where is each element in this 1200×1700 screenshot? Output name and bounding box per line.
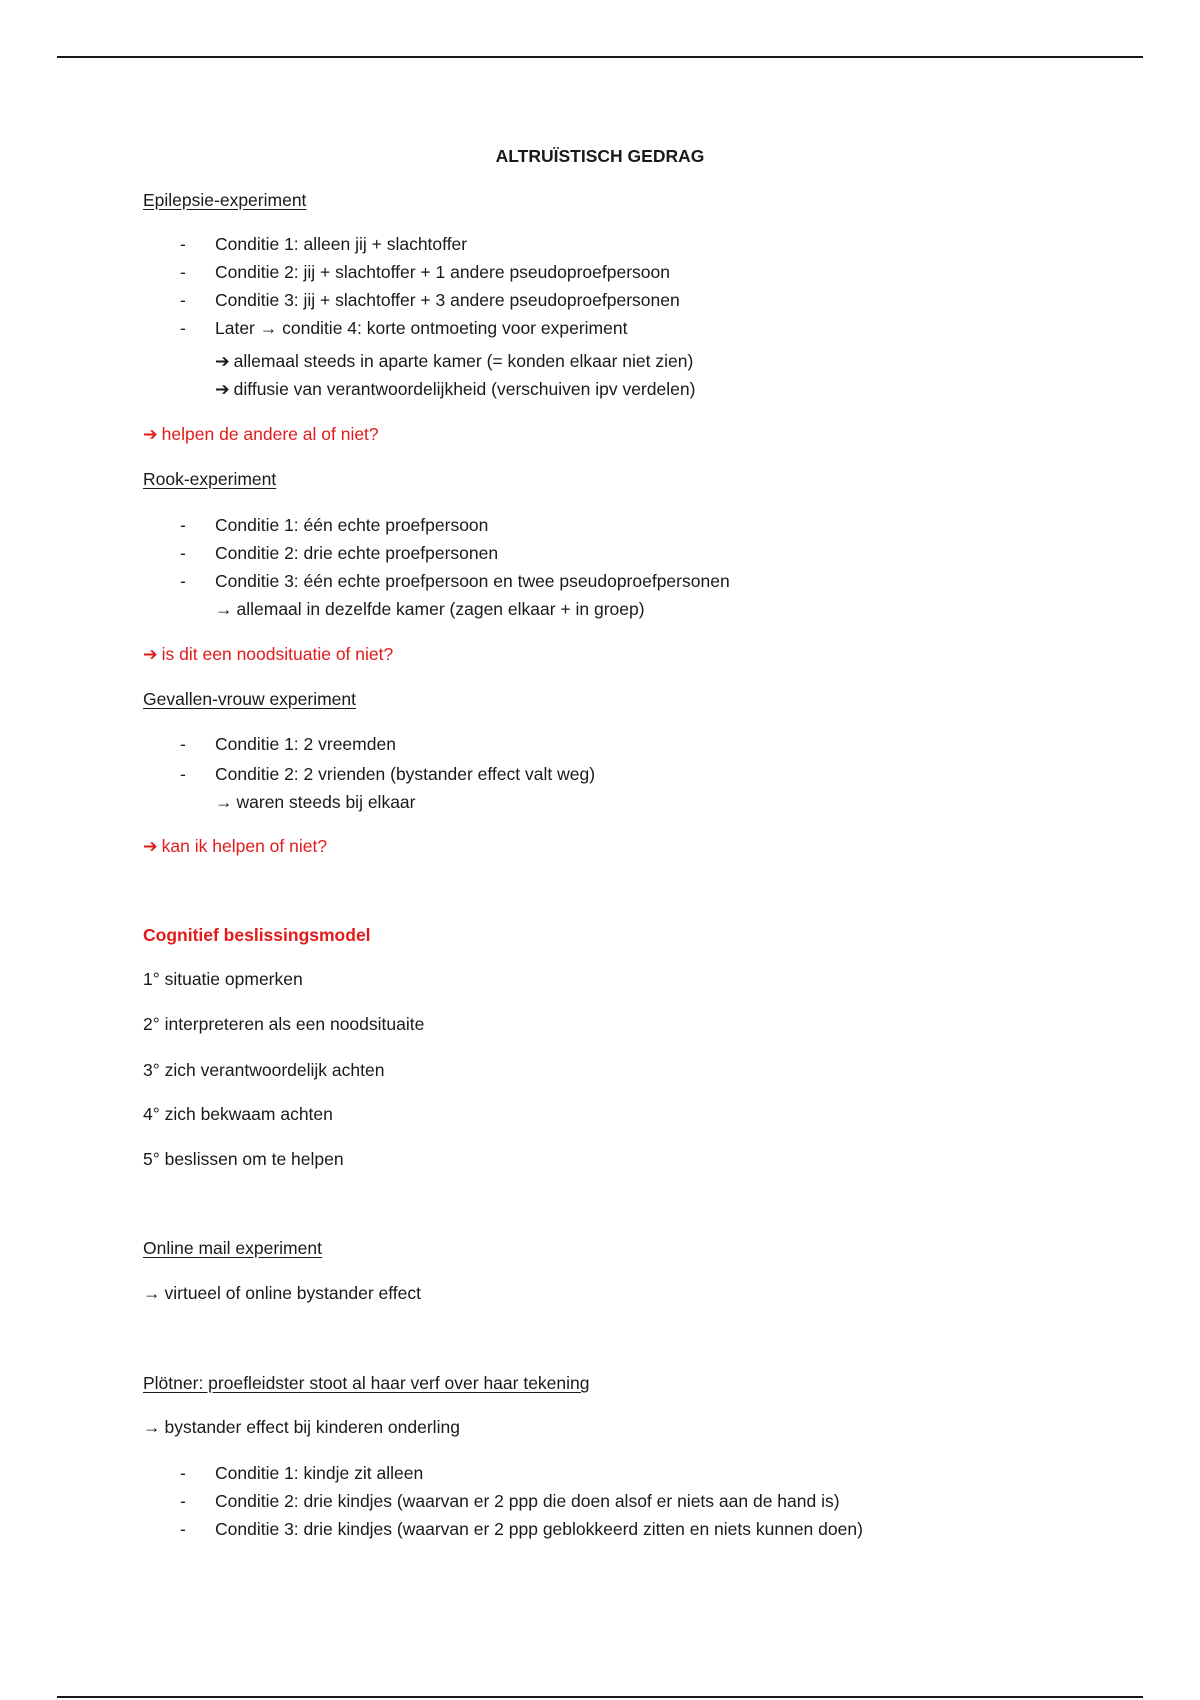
list-item: Conditie 3: jij + slachtoffer + 3 andere pseudoproefpersonen <box>215 290 680 310</box>
arrow-right-icon: → <box>215 792 233 812</box>
note-text: diffusie van verantwoordelijkheid (verschuiven ipv verdelen) <box>233 379 696 399</box>
list-dash: - <box>180 543 186 563</box>
question-text: kan ik helpen of niet? <box>161 836 328 856</box>
note-line <box>143 1282 421 1304</box>
list-item: Conditie 2: jij + slachtoffer + 1 andere pseudoproefpersoon <box>215 262 670 282</box>
note-text: bystander effect bij kinderen onderling <box>164 1417 460 1437</box>
note-text: virtueel of online bystander effect <box>164 1283 422 1303</box>
list-item: Later → conditie 4: korte ontmoeting voor experiment <box>215 318 628 338</box>
note-line <box>215 791 415 813</box>
question-line <box>143 643 393 665</box>
model-step: 2° interpreteren als een noodsituaite <box>143 1014 425 1034</box>
note-line <box>215 350 693 372</box>
list-item: Conditie 3: drie kindjes (waarvan er 2 ppp geblokkeerd zitten en niets kunnen doen) <box>215 1519 863 1539</box>
model-step: 3° zich verantwoordelijk achten <box>143 1060 385 1080</box>
arrow-right-icon: → <box>143 1417 161 1437</box>
note-text: allemaal steeds in aparte kamer (= konden elkaar niet zien) <box>233 351 694 371</box>
section-heading-plotner: Plötner: proefleidster stoot al haar verf over haar tekening <box>143 1373 590 1393</box>
list-dash: - <box>180 571 186 591</box>
arrow-right-icon: ➔ <box>143 836 158 856</box>
model-step: 5° beslissen om te helpen <box>143 1149 344 1169</box>
list-item: Conditie 2: 2 vrienden (bystander effect valt weg) <box>215 764 596 784</box>
list-dash: - <box>180 764 186 784</box>
list-dash: - <box>180 234 186 254</box>
top-rule <box>57 56 1143 58</box>
arrow-right-icon: → <box>215 599 233 619</box>
page-title: ALTRUÏSTISCH GEDRAG <box>495 146 705 166</box>
arrow-right-icon: ➔ <box>143 644 158 664</box>
arrow-right-icon: → <box>143 1283 161 1303</box>
section-heading-rook: Rook-experiment <box>143 469 277 489</box>
model-step: 4° zich bekwaam achten <box>143 1104 333 1124</box>
question-text: is dit een noodsituatie of niet? <box>161 644 394 664</box>
list-dash: - <box>180 734 186 754</box>
list-dash: - <box>180 290 186 310</box>
list-item: Conditie 2: drie echte proefpersonen <box>215 543 499 563</box>
list-item: Conditie 2: drie kindjes (waarvan er 2 ppp die doen alsof er niets aan de hand is) <box>215 1491 840 1511</box>
section-heading-gevallen: Gevallen-vrouw experiment <box>143 689 357 709</box>
list-item: Conditie 1: één echte proefpersoon <box>215 515 489 535</box>
list-item: Conditie 1: 2 vreemden <box>215 734 396 754</box>
arrow-right-icon: ➔ <box>215 379 230 399</box>
question-line <box>143 835 327 857</box>
arrow-right-icon: ➔ <box>143 424 158 444</box>
note-text: waren steeds bij elkaar <box>236 792 416 812</box>
list-dash: - <box>180 1491 186 1511</box>
note-line <box>215 598 645 620</box>
bottom-rule <box>57 1696 1143 1698</box>
section-heading-cognitief: Cognitief beslissingsmodel <box>143 925 371 945</box>
model-step: 1° situatie opmerken <box>143 969 303 989</box>
section-heading-epilepsie: Epilepsie-experiment <box>143 190 307 210</box>
list-item: Conditie 1: alleen jij + slachtoffer <box>215 234 468 254</box>
question-line <box>143 423 379 445</box>
list-dash: - <box>180 515 186 535</box>
arrow-right-icon: ➔ <box>215 351 230 371</box>
note-line <box>215 378 695 400</box>
note-line <box>143 1416 460 1438</box>
list-dash: - <box>180 1463 186 1483</box>
list-dash: - <box>180 262 186 282</box>
list-item: Conditie 3: één echte proefpersoon en twee pseudoproefpersonen <box>215 571 730 591</box>
section-heading-online: Online mail experiment <box>143 1238 322 1258</box>
list-item: Conditie 1: kindje zit alleen <box>215 1463 424 1483</box>
list-dash: - <box>180 318 186 338</box>
question-text: helpen de andere al of niet? <box>161 424 379 444</box>
list-dash: - <box>180 1519 186 1539</box>
note-text: allemaal in dezelfde kamer (zagen elkaar + in groep) <box>236 599 645 619</box>
